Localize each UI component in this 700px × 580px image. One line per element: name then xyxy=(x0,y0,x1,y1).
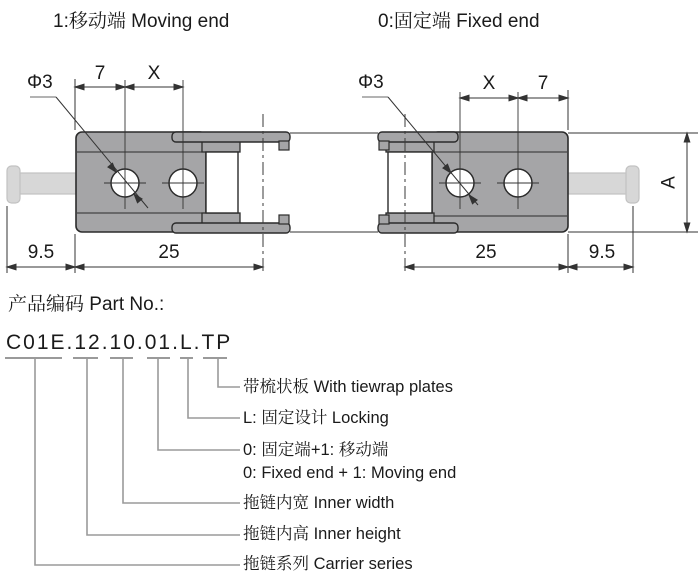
right-bottom-arm xyxy=(378,223,458,233)
callout-inner-height: 拖链内高 Inner height xyxy=(243,525,401,543)
left-dim-25: 25 xyxy=(158,242,180,263)
part-number-callout-lines xyxy=(5,358,240,565)
right-top-hook xyxy=(379,141,389,150)
left-bottom-hook xyxy=(279,215,289,224)
right-dim-7: 7 xyxy=(537,73,549,94)
left-dim-7: 7 xyxy=(94,63,106,84)
right-bottom-hook xyxy=(379,215,389,224)
right-slot xyxy=(388,152,432,213)
moving-end-header: 1:移动端 Moving end xyxy=(53,11,230,32)
left-hole-diameter-label: Φ3 xyxy=(27,72,53,93)
left-dim-x: X xyxy=(147,63,161,84)
left-dim-9-5: 9.5 xyxy=(27,242,55,263)
part-number: C01E.12.10.01.L.TP xyxy=(6,331,233,354)
left-top-hook xyxy=(279,141,289,150)
callout-tiewrap-plates: 带梳状板 With tiewrap plates xyxy=(243,378,453,396)
left-slot xyxy=(206,152,238,213)
callout-carrier-series: 拖链系列 Carrier series xyxy=(243,555,413,573)
height-dim-label: A xyxy=(658,176,680,189)
left-bottom-arm xyxy=(172,223,290,233)
right-dim-9-5: 9.5 xyxy=(588,242,616,263)
right-dim-x: X xyxy=(482,73,496,94)
callout-inner-width: 拖链内宽 Inner width xyxy=(243,494,395,512)
callout-end-type-en: 0: Fixed end + 1: Moving end xyxy=(243,464,457,482)
right-pin xyxy=(567,166,639,203)
fixed-end-header: 0:固定端 Fixed end xyxy=(378,11,540,32)
right-dim-25: 25 xyxy=(475,242,497,263)
callout-end-type-cn: 0: 固定端+1: 移动端 xyxy=(243,441,389,459)
callout-locking: L: 固定设计 Locking xyxy=(243,409,389,427)
right-hole-diameter-label: Φ3 xyxy=(358,72,384,93)
left-top-arm xyxy=(172,132,290,142)
left-pin xyxy=(7,166,78,203)
part-number-title: 产品编码 Part No.: xyxy=(8,294,165,315)
